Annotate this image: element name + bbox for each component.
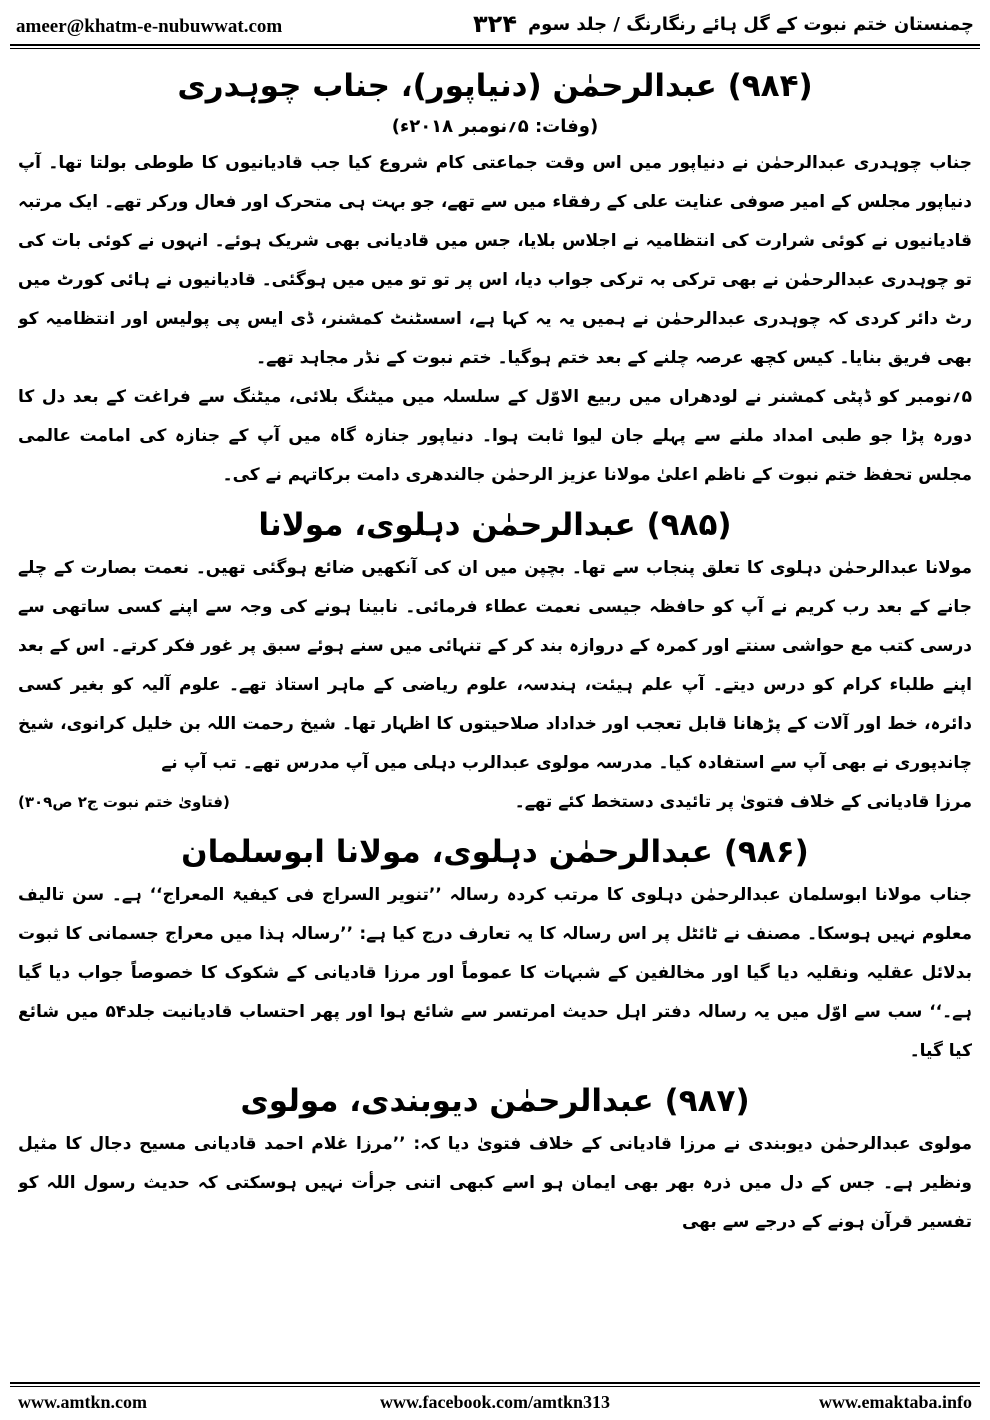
page-content (18, 62, 972, 1374)
page-header (12, 8, 978, 44)
footer-link-emaktaba[interactable]: www.emaktaba.info (818, 1392, 972, 1412)
entry-paragraph: جناب چوہدری عبدالرحمٰن نے دنیاپور میں اس وقت جماعتی کام شروع کیا جب قادیانیوں کا طوطی بولتا تھا۔ آپ دنیاپور مجلس کے امیر صوفی عنایت علی کے رفقاء میں سے تھے، جو بہت ہی متحرک اور فعال ورکر تھے۔ ایک مرتبہ قادیانیوں نے کوئی شرارت کی انتظامیہ نے اجلاس بلایا، جس میں قادیانی بھی شریک ہوئے۔ انہوں نے کوئی بات کی تو چوہدری عبدالرحمٰن نے بھی ترکی بہ ترکی جواب دیا، اس پر تو تو میں میں ہوگئی۔ قادیانیوں نے ہائی کورٹ میں رٹ دائر کردی کہ چوہدری عبدالرحمٰن نے ہمیں یہ یہ کہا ہے، اسسٹنٹ کمشنر، ڈی ایس پی پولیس اور انتظامیہ کو بھی فریق بنایا۔ کیس کچھ عرصہ چلنے کے بعد ختم ہوگیا۔ ختم نبوت کے نڈر مجاہد تھے۔ (18, 153, 972, 368)
page-footer (14, 1390, 976, 1416)
entry-heading: (۹۸۵) عبدالرحمٰن دہلوی، مولانا (258, 507, 732, 543)
entry-heading: (۹۸۶) عبدالرحمٰن دہلوی، مولانا ابوسلمان (181, 834, 809, 870)
entry-paragraph: مولانا عبدالرحمٰن دہلوی کا تعلق پنجاب سے تھا۔ بچپن میں ان کی آنکھیں ضائع ہوگئی تھیں۔ نعمت بصارت کے چلے جانے کے بعد رب کریم نے آپ کو حافظہ جیسی نعمت عطاء فرمائی۔ نابینا ہونے کی وجہ سے اپنے کسی ساتھی سے درسی کتب مع حواشی سنتے اور کمرہ کے دروازہ بند کر کے تنہائی میں سنے ہوئے سبق پر غور فکر کرتے۔ اس کے بعد اپنے طلباء کرام کو درس دیتے۔ آپ علم ہیئت، ہندسہ، علوم ریاضی کے ماہر استاذ تھے۔ علوم آلیہ کو بغیر کسی دائرہ، خط اور آلات کے پڑھانا قابل تعجب اور خداداد صلاحیتوں کا اظہار تھا۔ شیخ رحمت اللہ بن خلیل کرانوی، شیخ چاندپوری نے بھی آپ سے استفادہ کیا۔ مدرسہ مولوی عبدالرب دہلی میں آپ مدرس تھے۔ تب آپ نے (18, 558, 972, 773)
entry-paragraph: مولوی عبدالرحمٰن دیوبندی نے مرزا قادیانی کے خلاف فتویٰ دیا کہ: ’’مرزا غلام احمد قادیانی مسیح دجال کا مثیل ونظیر ہے۔ جس کے دل میں ذرہ بھر بھی ایمان ہو اسے کبھی اتنی جرأت نہیں ہوسکتی کہ حدیث رسول اللہ کو تفسیر قرآن ہونے کے درجے سے بھی (18, 1134, 972, 1232)
entry-heading: (۹۸۷) عبدالرحمٰن دیوبندی، مولوی (240, 1083, 750, 1119)
footer-divider (10, 1382, 980, 1387)
book-title: چمنستان ختم نبوت کے گل ہائے رنگارنگ / جلد سوم (527, 14, 974, 35)
entry-987 (18, 1077, 972, 1242)
header-email[interactable]: ameer@khatm-e-nubuwwat.com (16, 16, 283, 37)
page-number: ۳۲۴ (473, 10, 517, 38)
citation: (فتاویٰ ختم نبوت ج۲ ص۳۰۹) (18, 793, 230, 811)
entry-final-line: مرزا قادیانی کے خلاف فتویٰ پر تائیدی دستخط کئے تھے۔ (514, 792, 972, 812)
entry-986 (18, 828, 972, 1071)
footer-link-amtkn[interactable]: www.amtkn.com (18, 1392, 147, 1412)
entry-heading: (۹۸۴) عبدالرحمٰن (دنیاپور)، جناب چوہدری (177, 68, 813, 104)
header-divider (10, 44, 980, 49)
footer-link-facebook[interactable]: www.facebook.com/amtkn313 (380, 1392, 610, 1412)
entry-paragraph: ۵؍نومبر کو ڈپٹی کمشنر نے لودھراں میں ربیع الاوّل کے سلسلہ میں میٹنگ بلائی، میٹنگ سے فراغت کے بعد دل کا دورہ پڑا جو طبی امداد ملنے سے پہلے جان لیوا ثابت ہوا۔ دنیاپور جنازہ گاہ میں آپ کے جنازہ کی امامت عالمی مجلس تحفظ ختم نبوت کے ناظم اعلیٰ مولانا عزیز الرحمٰن جالندھری دامت برکاتہم نے کی۔ (18, 387, 972, 485)
entry-984 (18, 62, 972, 495)
entry-subheading: (وفات: ۵؍نومبر ۲۰۱۸ء) (391, 116, 599, 137)
entry-985 (18, 501, 972, 822)
final-line-row (18, 783, 972, 822)
entry-paragraph: جناب مولانا ابوسلمان عبدالرحمٰن دہلوی کا مرتب کردہ رسالہ ’’تنویر السراج فی کیفیۃ المعراج‘‘ ہے۔ سن تالیف معلوم نہیں ہوسکا۔ مصنف نے ٹائٹل پر اس رسالہ کا یہ تعارف درج کیا ہے: ’’رسالہ ہذا میں معراج جسمانی کا ثبوت بدلائل عقلیہ ونقلیہ دیا گیا اور مخالفین کے شبہات کا عموماً اور مرزا قادیانی کے شکوک کا خصوصاً جواب دیا گیا ہے۔‘‘ سب سے اوّل میں یہ رسالہ دفتر اہل حدیث امرتسر سے شائع ہوا اور پھر احتساب قادیانیت جلد۵۴ میں شائع کیا گیا۔ (18, 885, 972, 1061)
